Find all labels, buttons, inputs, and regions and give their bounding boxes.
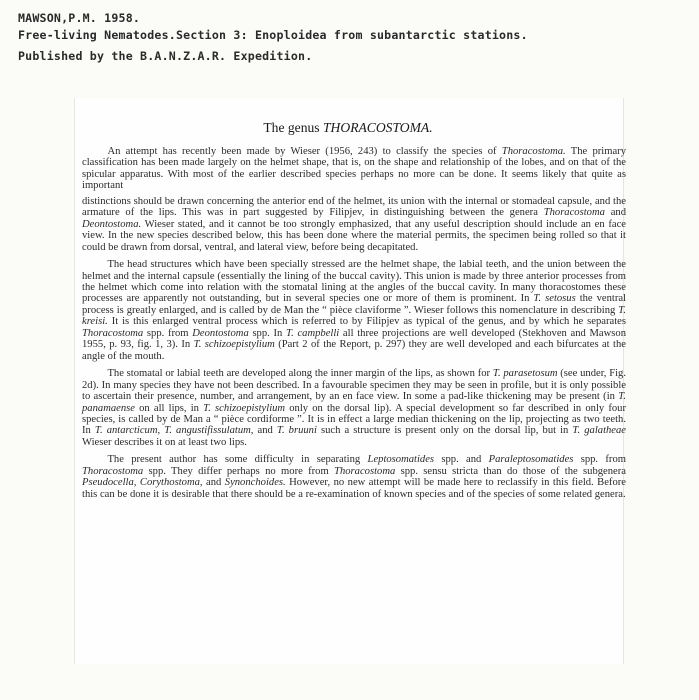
italic-run: T. bruuni (276, 425, 317, 437)
paragraph-5 (82, 454, 626, 500)
text-run: spp. sensu stricta than do those of the subgenera (395, 465, 626, 477)
text-run: on all lips, in (134, 402, 204, 414)
citation-publisher-line: Published by the B.A.N.Z.A.R. Expedition. (18, 49, 313, 63)
italic-run: T. schizoepistylium (193, 339, 275, 351)
text-run: spp. from (143, 327, 193, 339)
italic-run: T. galatheae (572, 425, 627, 437)
citation-header (18, 10, 693, 65)
text-run: (Part 2 of the Report, p. 297) they are well developed and each bifurcates at the angle of the mouth. (82, 339, 626, 362)
italic-run: T. parasetosum (492, 368, 558, 380)
italic-run: Pseudocella, Corythostoma, (82, 477, 203, 489)
italic-run: Synonchoides. (224, 477, 286, 489)
text-run: Wieser stated, and it cannot be too strongly emphasized, that any useful description should include an en face view. In the new species described below, this has been done where the material permits, the specimen being rolled so that it could be drawn from dorsal, ventral, and lateral view, before being decapitated. (82, 218, 626, 253)
text-run: spp. In (248, 327, 287, 339)
text-run: spp. and (434, 454, 489, 466)
text-run: all three projections are well developed (Stekhoven and Mawson 1955, p. 93, fig. 1, 3). In (82, 327, 626, 351)
text-run: The head structures which have been specially stressed are the helmet shape, the labial teeth, and the union between the helmet and the internal capsule (essentially the lining of the buccal cavity). This union is made by three anterior processes from the helmet which come into relation with the stomatal lining at the angles of the buccal cavity. In many thoracostomes these processes are apparently not outstanding, but in several species one or more of them is prominent. In (82, 259, 626, 305)
italic-run: T. kreisi. (82, 304, 626, 328)
text-run: The present author has some difficulty in separating (107, 454, 368, 466)
italic-run: T. schizoepistylium (203, 402, 286, 414)
title-prefix: The genus (263, 120, 323, 135)
text-run: spp. They differ perhaps no more from (143, 465, 335, 477)
text-run: and (253, 425, 277, 437)
italic-run: Leptosomatides (367, 454, 435, 466)
paragraph-4 (82, 368, 626, 448)
article-body (82, 146, 626, 500)
text-run: the ventral process is greatly enlarged, and is called by de Man the “ pièce claviforme ”. Wieser follows this nomenclature in describing (82, 293, 626, 316)
citation-series-line: Free-living Nematodes.Section 3: Enoploidea from subantarctic stations. (18, 28, 528, 42)
italic-run: Thoracostoma. (501, 146, 566, 157)
text-run: and (202, 477, 225, 489)
text-run: However, no new attempt will be made here to reclassify in this field. Before this can be done it is desirable that there should be a re-examination of known species and of the species of some related genera. (82, 477, 626, 500)
citation-author-line: MAWSON,P.M. 1958. (18, 11, 141, 25)
italic-run: Thoracostoma (82, 327, 144, 339)
text-run: The stomatal or labial teeth are developed along the inner margin of the lips, as shown for (107, 368, 493, 380)
section-title (74, 120, 622, 136)
text-run: The primary classification has been made largely on the helmet shape, that is, on the shape and relationship of the lobes, and on that of the spicular apparatus. With most of the earlier described species perhaps no more can be done. It seems likely that quite as important (82, 146, 626, 192)
title-genus: THORACOSTOMA. (323, 120, 433, 135)
italic-run: Thoracostoma (334, 465, 396, 477)
italic-run: Thoracostoma (543, 207, 605, 219)
text-run: such a structure is present only on the dorsal lip, but in (316, 425, 573, 437)
italic-run: Paraleptosomatides (488, 454, 574, 466)
italic-run: T. antarcticum, T. angustifissulatum, (94, 425, 254, 437)
text-run: distinctions should be drawn concerning the anterior end of the helmet, its union with the internal or stomadeal capsule, and the armature of the lips. This was in part suggested by Filipjev, in distinguishing between the genera (82, 195, 626, 219)
italic-run: T. panamaense (82, 391, 626, 414)
text-run: only on the dorsal lip). A special development so far described in only four species, is called by de Man a “ pièce cordiforme ”. It is in effect a large median thickening on the lip, projecting as two teeth. In (82, 402, 627, 437)
paragraph-2 (82, 196, 626, 253)
paragraph-3 (82, 259, 626, 362)
text-run: It is this enlarged ventral process which is referred to by Filipjev as typical of the genus, and by which he separates (107, 316, 626, 328)
text-run: (see under, Fig. 2d). In many species they have not been described. In a favourable specimen they may be seen in profile, but it is only possible to ascertain their presence, number, and arrangement, by an en face view. In some a pad-like thickening may be present (in (82, 368, 626, 403)
italic-run: T. setosus (533, 293, 576, 305)
italic-run: Thoracostoma (82, 465, 144, 477)
text-run: and (604, 207, 626, 219)
text-run: An attempt has recently been made by Wieser (1956, 243) to classify the species of (107, 146, 502, 157)
paragraph-1 (82, 146, 626, 192)
text-run: Wieser describes it on at least two lips. (82, 436, 247, 448)
text-run: spp. from (573, 454, 626, 466)
italic-run: T. campbelli (286, 327, 340, 339)
italic-run: Deontostoma. (82, 218, 142, 230)
italic-run: Deontostoma (192, 327, 249, 339)
